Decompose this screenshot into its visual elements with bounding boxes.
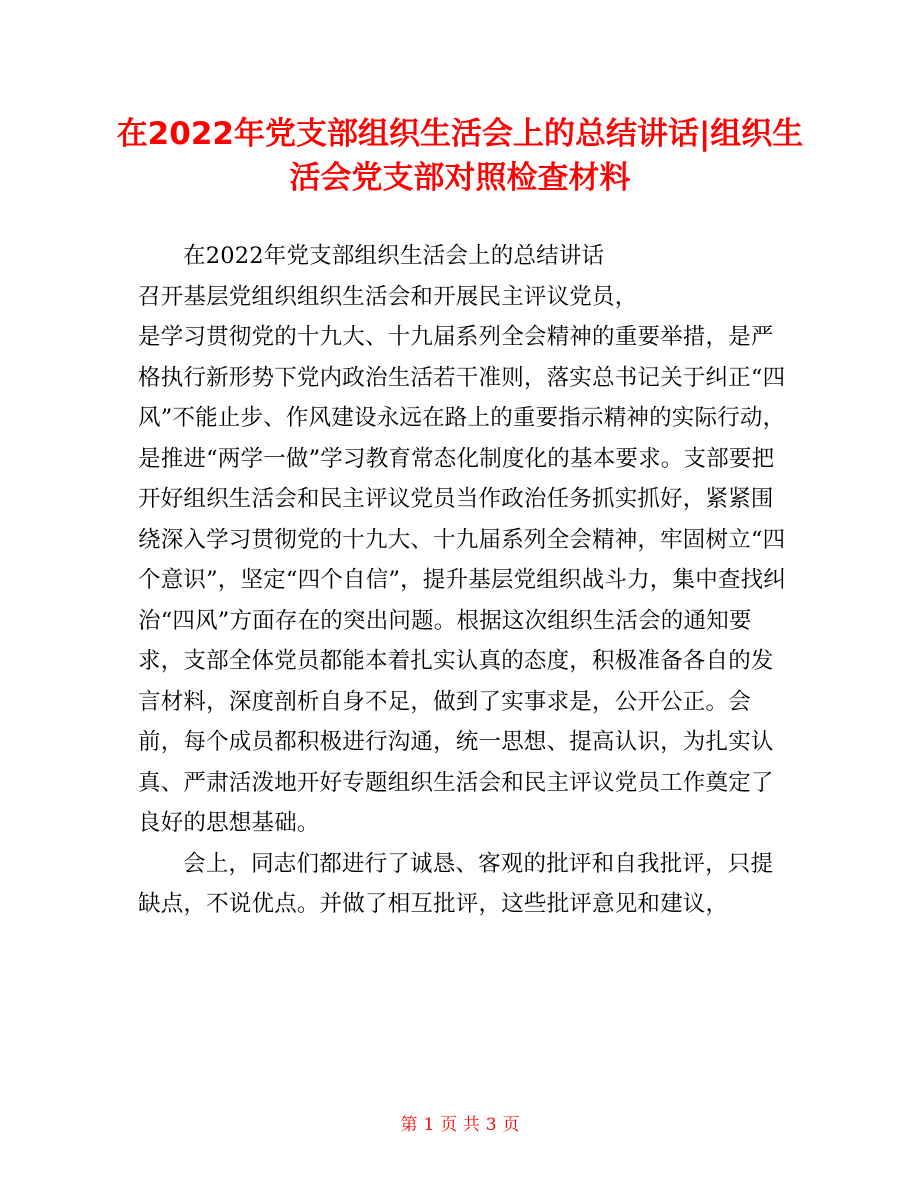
footer-page-number: 1 <box>423 1115 435 1135</box>
footer-prefix: 第 <box>400 1115 418 1135</box>
document-body <box>138 236 788 925</box>
page-footer <box>0 1113 920 1137</box>
paragraph-intro: 召开基层党组织组织生活会和开展民主评议党员， <box>138 283 638 310</box>
document-title: 在2022年党支部组织生活会上的总结讲话|组织生活会党支部对照检查材料 <box>116 116 804 196</box>
footer-suffix: 页 <box>502 1115 520 1135</box>
paragraph-meeting: 会上，同志们都进行了诚恳、客观的批评和自我批评，只提缺点，不说优点。并做了相互批评，这些批评意见和建议， <box>138 850 774 917</box>
paragraph-heading: 在2022年党支部组织生活会上的总结讲话 <box>183 243 605 269</box>
paragraph-main: 是学习贯彻党的十九大、十九届系列全会精神的重要举措，是严格执行新形势下党内政治生活若干准则，落实总书记关于纠正“四风”不能止步、作风建设永远在路上的重要指示精神的实际行动，是推进“两学一做”学习教育常态化制度化的基本要求。支部要把开好组织生活会和民主评议党员当作政治任务抓实抓好，紧紧围绕深入学习贯彻党的十九大、十九届系列全会精神，牢固树立“四个意识”，坚定“四个自信”，提升基层党组织战斗力，集中查找纠治“四风”方面存在的突出问题。根据这次组织生活会的通知要求，支部全体党员都能本着扎实认真的态度，积极准备各自的发言材料，深度剖析自身不足，做到了实事求是，公开公正。会前，每个成员都积极进行沟通，统一思想、提高认识，为扎实认真、严肃活泼地开好专题组织生活会和民主评议党员工作奠定了良好的思想基础。 <box>138 324 787 836</box>
footer-total-pages: 3 <box>485 1115 497 1135</box>
footer-middle: 页 共 <box>440 1115 480 1135</box>
